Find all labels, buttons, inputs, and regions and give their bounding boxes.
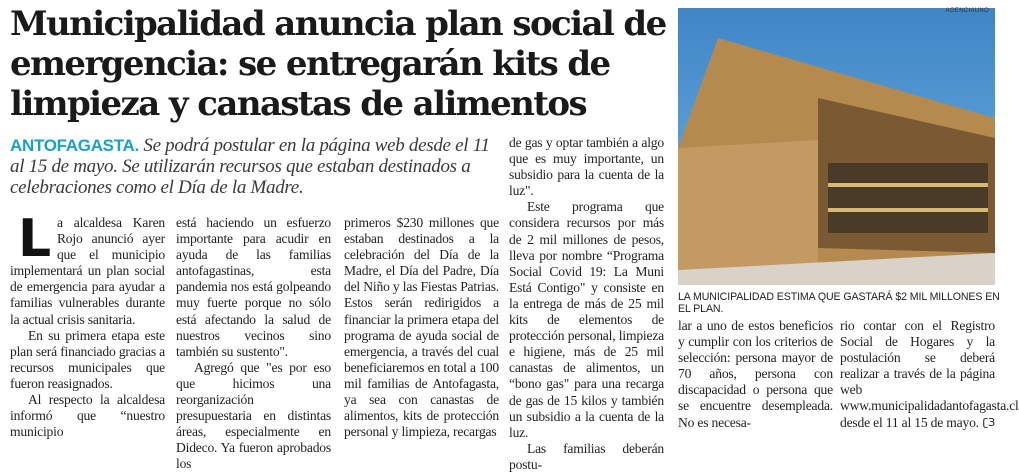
stone-wall	[678, 140, 818, 270]
deck-place: ANTOFAGASTA.	[10, 136, 139, 155]
paragraph: lar a uno de estos beneficios y cumplir con los criterios de selección: persona mayor de 70 años, persona con discapacidad o persona que se encuentre desempleada. No es necesa-	[678, 318, 833, 430]
paragraph: primeros $230 millones que estaban destinados a la celebración del Día de la Madre, el Día del Padre, Día del Niño y las Fiestas Patrias. Estos serán redirigidos a financiar la primera etapa del programa de ayuda social de emergencia, a través del cual beneficiaremos en total a 100 mil familias de Antofagasta, ya sea con canastas de alimentos, kits de protección personal y limpieza, recargas	[344, 215, 499, 440]
paragraph	[840, 318, 1019, 431]
drop-cap: L	[18, 209, 51, 269]
headline: Municipalidad anuncia plan social de emergencia: se entregarán kits de limpieza y canastas de alimentos	[10, 4, 666, 124]
paragraph: Las familias deberán postu-	[509, 440, 664, 472]
article-column-2	[176, 215, 331, 473]
deck-text: Se podrá postular en la página web desde el 11 al 15 de mayo. Se utilizarán recursos que estaban destinados a celebraciones como el Día de la Madre.	[10, 135, 490, 198]
paragraph: está haciendo un esfuerzo importante para acudir en ayuda de las familias antofagastinas, esta pandemia nos está golpeando muy fuerte porque no sólo está afectando la salud de nuestros vecinos sino también su sustento".	[176, 215, 331, 359]
article-column-1	[10, 209, 165, 440]
paragraph: En su primera etapa este plan será financiado gracias a recursos municipales que fueron reasignados.	[10, 327, 165, 391]
article-column-4	[509, 135, 664, 473]
article-column-3	[344, 215, 499, 440]
deck	[10, 135, 500, 198]
paragraph-text: rio contar con el Registro Social de Hogares y la postulación se deberá realizar a través de la página web www.municipalidadantofagasta.cl desde el 11 al 15 de mayo.	[840, 318, 1019, 430]
article-column-5	[678, 318, 833, 431]
building-photo	[678, 8, 995, 285]
paragraph: de gas y optar también a algo que es muy importante, un subsidio para la cuenta de la luz".	[509, 135, 664, 199]
building-illustration	[678, 8, 995, 285]
windows	[828, 163, 988, 233]
paragraph: Agregó que "es por eso que hicimos una reorganización presupuestaria en distintas áreas, especialmente en Dideco. Ya fueron aprobados los	[176, 359, 331, 472]
paragraph: Al respecto la alcaldesa informó que “nuestro municipio	[10, 392, 165, 440]
paragraph	[10, 209, 165, 328]
photo-credit: AGENCIAUNO	[945, 8, 989, 14]
article-column-6	[840, 318, 1019, 431]
end-mark-icon: ʗЗ	[982, 415, 995, 429]
paragraph-text: a alcaldesa Karen Rojo anunció ayer que el municipio implementará un plan social de emergencia para ayudar a familias vulnerables durante la actual crisis sanitaria.	[10, 215, 165, 327]
photo-caption: LA MUNICIPALIDAD ESTIMA QUE GASTARÁ $2 MIL MILLONES EN EL PLAN.	[678, 291, 1000, 315]
paragraph: Este programa que considera recursos por más de 2 mil millones de pesos, lleva por nombre “Programa Social Covid 19: La Muni Está Contigo" y consiste en la entrega de más de 25 mil kits de elementos de protección personal, limpieza e higiene, más de 25 mil canastas de alimentos, un “bono gas" para una recarga de gas de 15 kilos y también un subsidio a la cuenta de la luz.	[509, 199, 664, 440]
